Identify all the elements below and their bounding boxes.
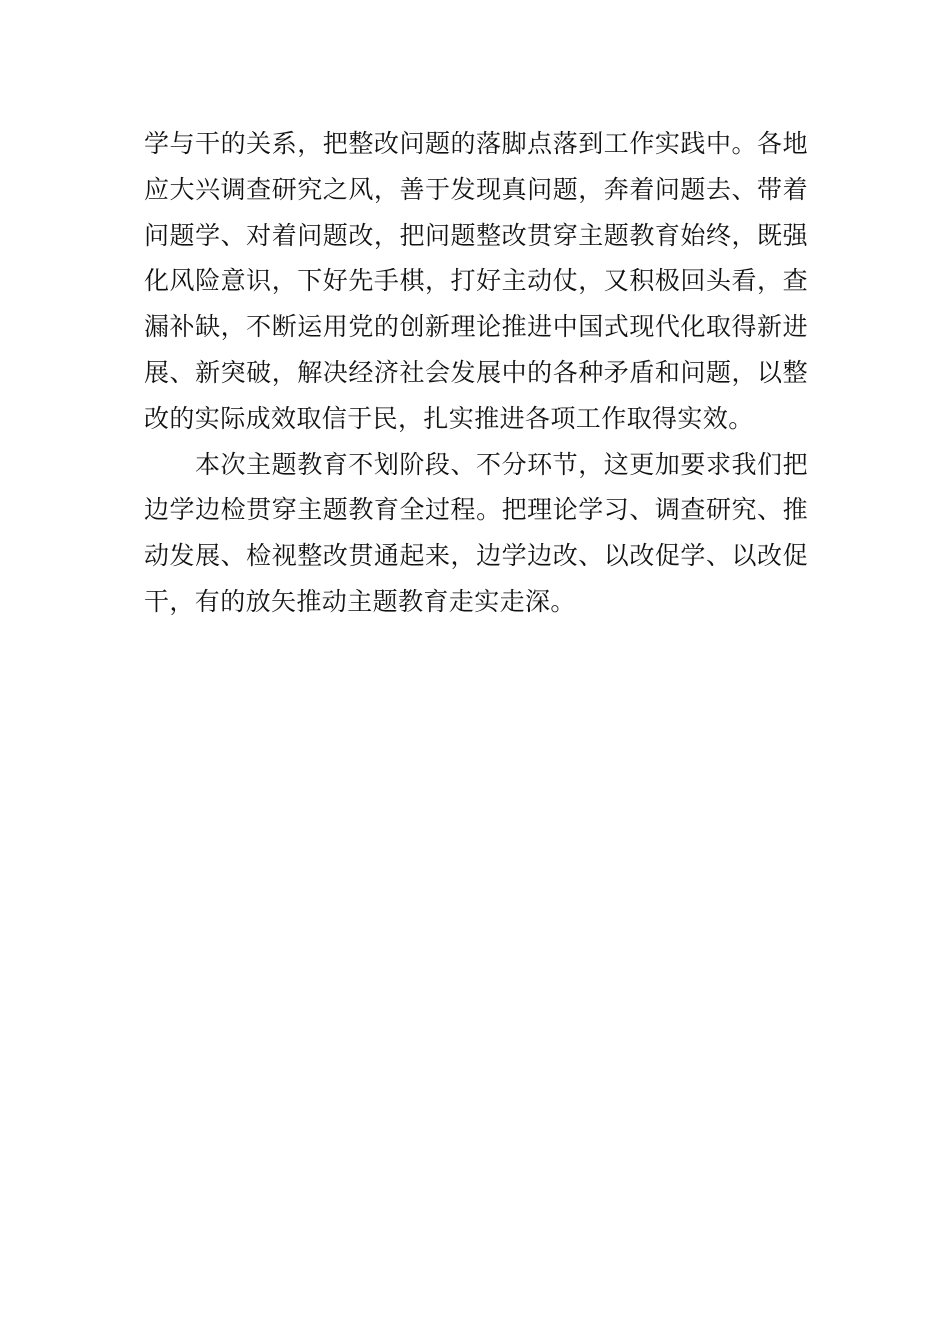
paragraph-2 <box>144 442 808 625</box>
text-line: 问题学、对着问题改，把问题整改贯穿主题教育始终，既强 <box>144 220 808 250</box>
paragraph-1 <box>144 121 808 442</box>
text-line: 动发展、检视整改贯通起来，边学边改、以改促学、以改促 <box>144 541 808 571</box>
text-line: 改的实际成效取信于民，扎实推进各项工作取得实效。 <box>144 403 754 433</box>
text-line: 应大兴调查研究之风，善于发现真问题，奔着问题去、带着 <box>144 174 808 204</box>
text-line: 化风险意识，下好先手棋，打好主动仗，又积极回头看，查 <box>144 266 808 296</box>
document-body <box>144 121 808 625</box>
text-line: 漏补缺，不断运用党的创新理论推进中国式现代化取得新进 <box>144 312 808 342</box>
text-line: 边学边检贯穿主题教育全过程。把理论学习、调查研究、推 <box>144 495 808 525</box>
text-line: 本次主题教育不划阶段、不分环节，这更加要求我们把 <box>195 449 808 479</box>
text-line: 学与干的关系，把整改问题的落脚点落到工作实践中。各地 <box>144 129 808 158</box>
text-line: 展、新突破，解决经济社会发展中的各种矛盾和问题，以整 <box>144 357 808 387</box>
text-line: 干，有的放矢推动主题教育走实走深。 <box>144 586 576 616</box>
